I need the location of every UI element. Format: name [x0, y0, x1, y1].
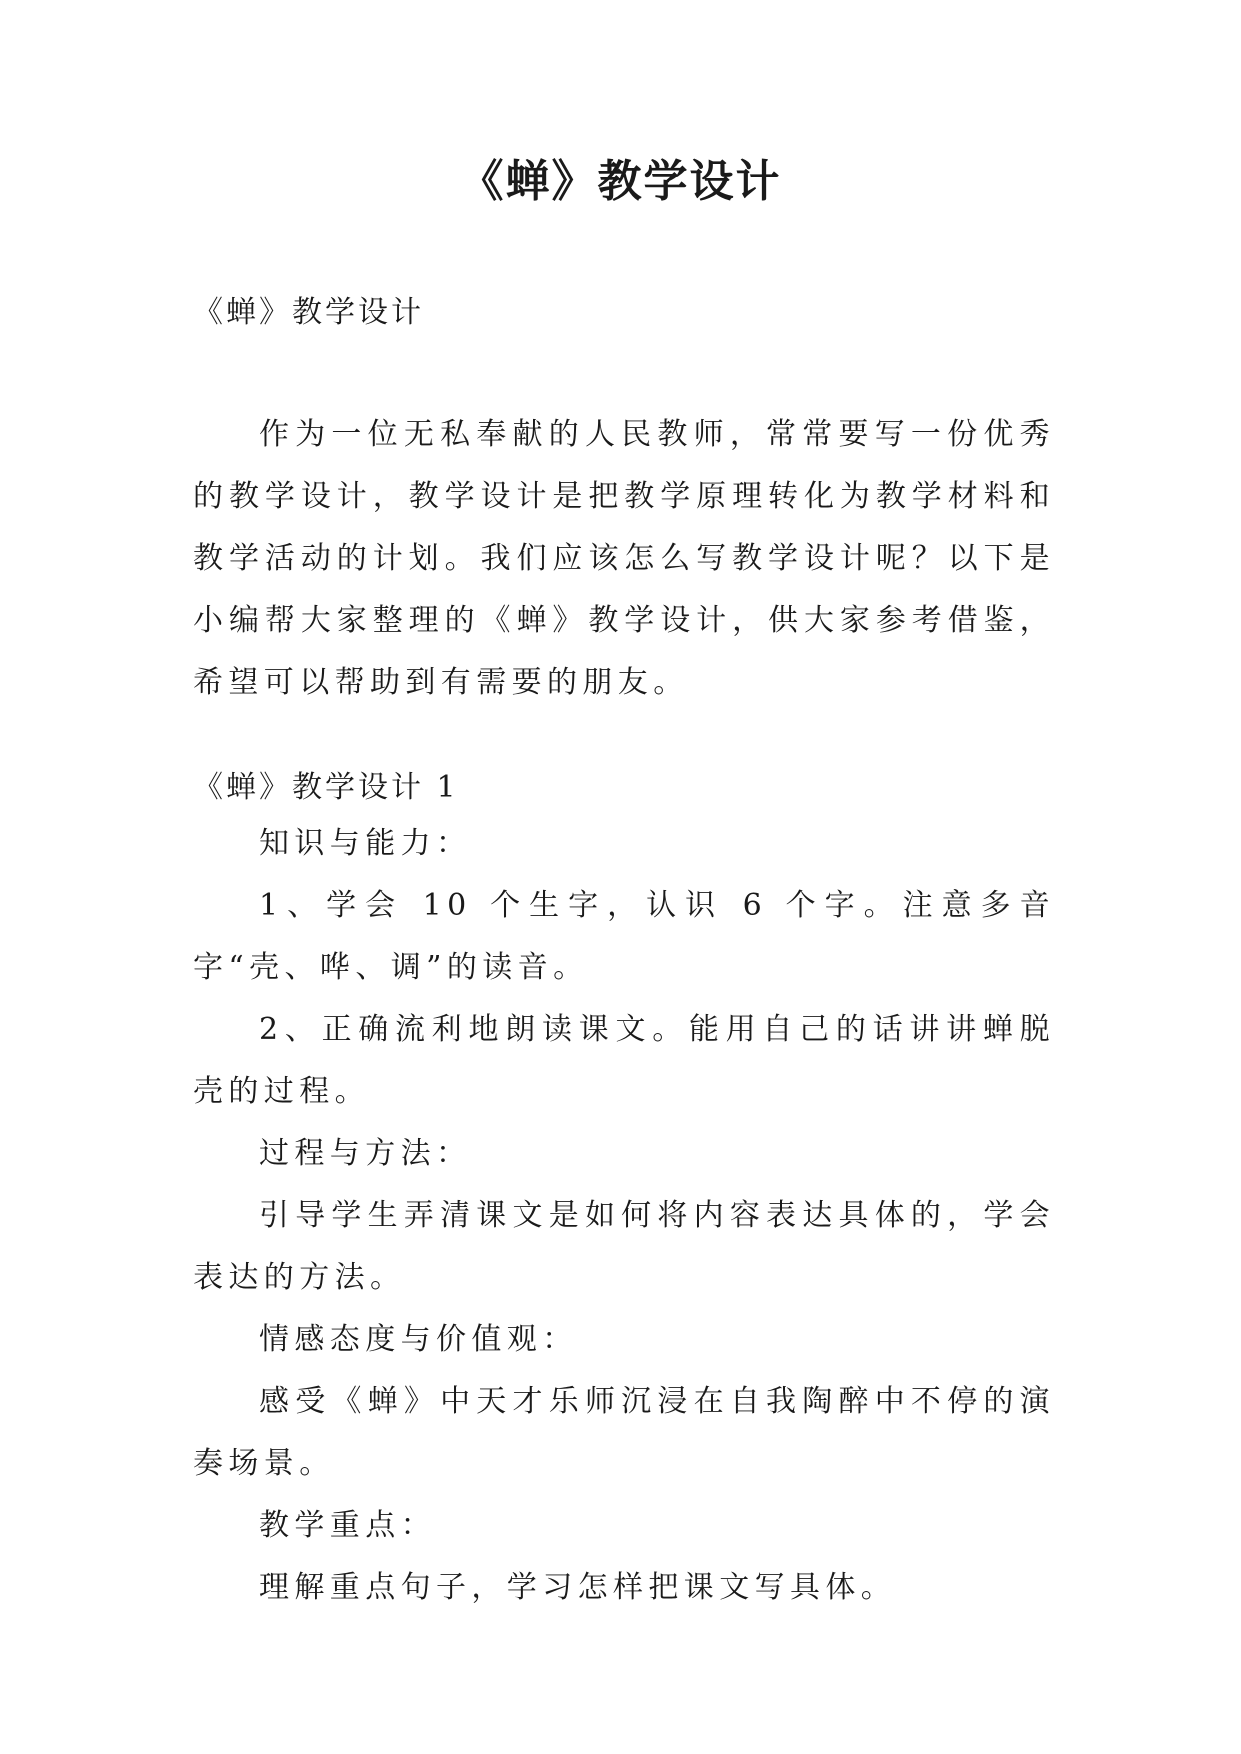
- body-paragraph: 教学重点：: [259, 1508, 436, 1543]
- document-subtitle: 《蝉》教学设计: [193, 295, 424, 330]
- document-title: 《蝉》教学设计: [459, 156, 782, 207]
- section-body: [193, 813, 1055, 1619]
- body-paragraph: 过程与方法：: [259, 1136, 472, 1171]
- section-heading: 《蝉》教学设计 1: [193, 770, 459, 805]
- body-paragraph: 2、正确流利地朗读课文。能用自己的话讲讲蝉脱壳的过程。: [193, 1012, 1055, 1109]
- body-paragraph: 感受《蝉》中天才乐师沉浸在自我陶醉中不停的演奏场景。: [193, 1384, 1055, 1481]
- body-paragraph: 1、学会 10 个生字，认识 6 个字。注意多音字“壳、哗、调”的读音。: [193, 888, 1055, 985]
- intro-paragraph: 作为一位无私奉献的人民教师，常常要写一份优秀的教学设计，教学设计是把教学原理转化为教学材料和教学活动的计划。我们应该怎么写教学设计呢？以下是小编帮大家整理的《蝉》教学设计，供大家参考借鉴，希望可以帮助到有需要的朋友。: [193, 417, 1055, 700]
- body-paragraph: 引导学生弄清课文是如何将内容表达具体的，学会表达的方法。: [193, 1198, 1055, 1295]
- body-paragraph: 知识与能力：: [259, 826, 472, 861]
- body-paragraph: 情感态度与价值观：: [259, 1322, 578, 1357]
- body-paragraph: 理解重点句子，学习怎样把课文写具体。: [259, 1570, 897, 1605]
